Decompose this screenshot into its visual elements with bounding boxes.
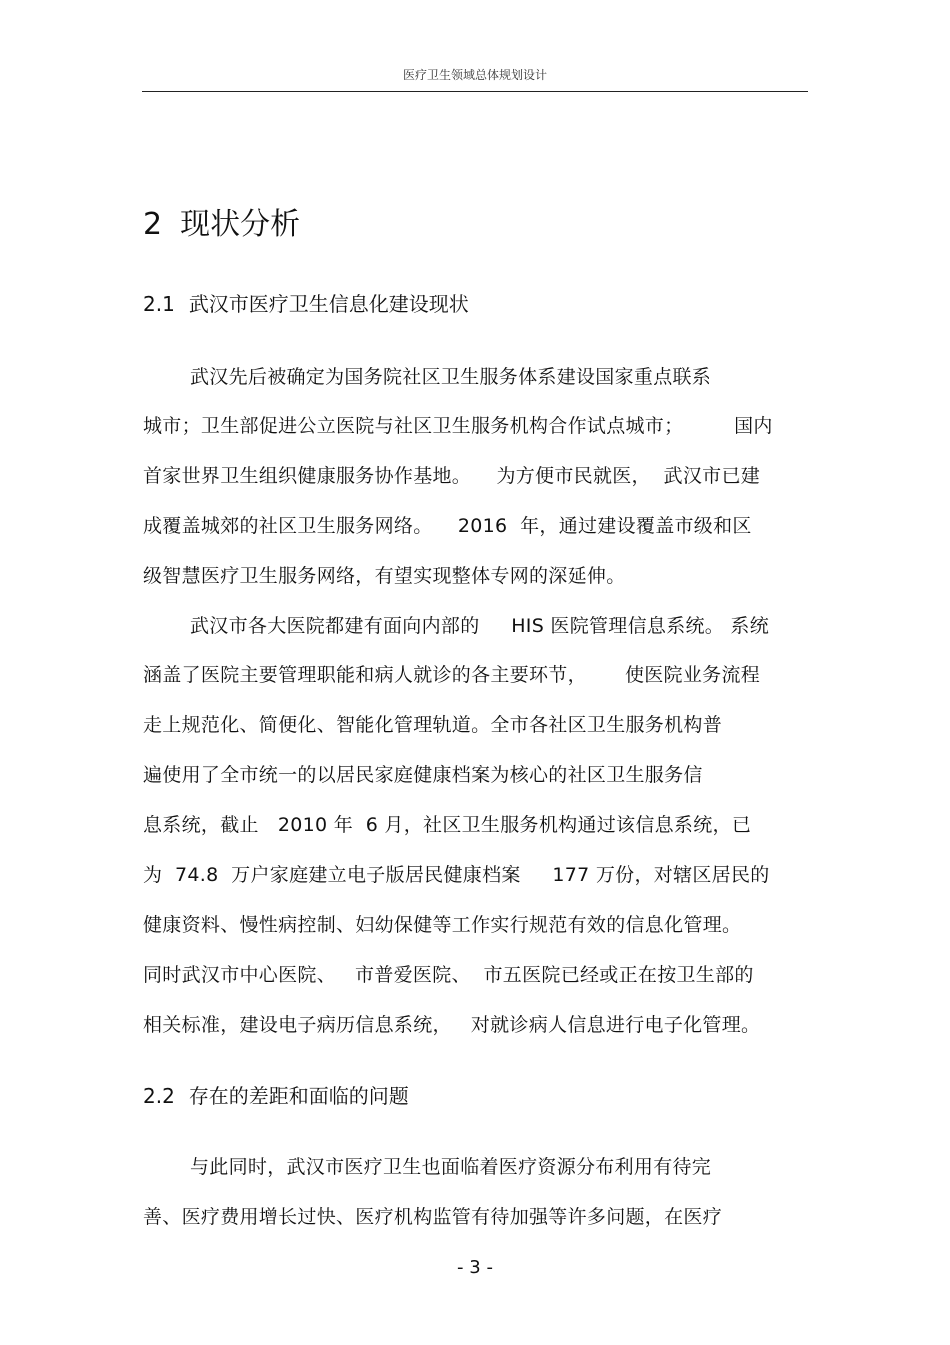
paragraph-line: 相关标准，建设电子病历信息系统， 对就诊病人信息进行电子化管理。 (143, 1014, 761, 1036)
paragraph-line: 涵盖了医院主要管理职能和病人就诊的各主要环节， 使医院业务流程 (143, 664, 761, 686)
section-number: 2.1 (143, 292, 175, 316)
paragraph-line: 与此同时，武汉市医疗卫生也面临着医疗资源分布利用有待完 (190, 1156, 712, 1178)
paragraph-line: 武汉市各大医院都建有面向内部的 HIS 医院管理信息系统。 系统 (190, 615, 770, 637)
section-heading-2-1 (143, 289, 469, 319)
paragraph-line: 息系统，截止 2010 年 6 月，社区卫生服务机构通过该信息系统，已 (143, 814, 752, 836)
paragraph-line: 遍使用了全市统一的以居民家庭健康档案为核心的社区卫生服务信 (143, 764, 703, 786)
paragraph-line: 城市；卫生部促进公立医院与社区卫生服务机构合作试点城市； 国内 (143, 415, 773, 437)
chapter-heading (143, 203, 300, 247)
section-heading-2-2 (143, 1081, 409, 1111)
chapter-number: 2 (143, 207, 163, 242)
paragraph-line: 健康资料、慢性病控制、妇幼保健等工作实行规范有效的信息化管理。 (143, 914, 742, 936)
running-header: 医疗卫生领域总体规划设计 (402, 68, 547, 82)
chapter-title: 现状分析 (180, 207, 301, 242)
paragraph-line: 善、医疗费用增长过快、医疗机构监管有待加强等许多问题，在医疗 (143, 1206, 723, 1228)
paragraph-line: 首家世界卫生组织健康服务协作基地。 为方便市民就医， 武汉市已建 (143, 465, 761, 487)
paragraph-line: 同时武汉市中心医院、 市普爱医院、 市五医院已经或正在按卫生部的 (143, 964, 754, 986)
paragraph-line: 走上规范化、简便化、智能化管理轨道。全市各社区卫生服务机构普 (143, 714, 723, 736)
header-rule (142, 91, 808, 92)
page-number: - 3 - (457, 1257, 493, 1278)
section-number: 2.2 (143, 1084, 175, 1108)
paragraph-line: 为 74.8 万户家庭建立电子版居民健康档案 177 万份，对辖区居民的 (143, 864, 770, 886)
paragraph-line: 成覆盖城郊的社区卫生服务网络。 2016 年，通过建设覆盖市级和区 (143, 515, 752, 537)
paragraph-line: 武汉先后被确定为国务院社区卫生服务体系建设国家重点联系 (190, 366, 712, 388)
section-title: 存在的差距和面临的问题 (188, 1084, 409, 1108)
paragraph-line: 级智慧医疗卫生服务网络，有望实现整体专网的深延伸。 (143, 565, 626, 587)
section-title: 武汉市医疗卫生信息化建设现状 (188, 292, 469, 316)
